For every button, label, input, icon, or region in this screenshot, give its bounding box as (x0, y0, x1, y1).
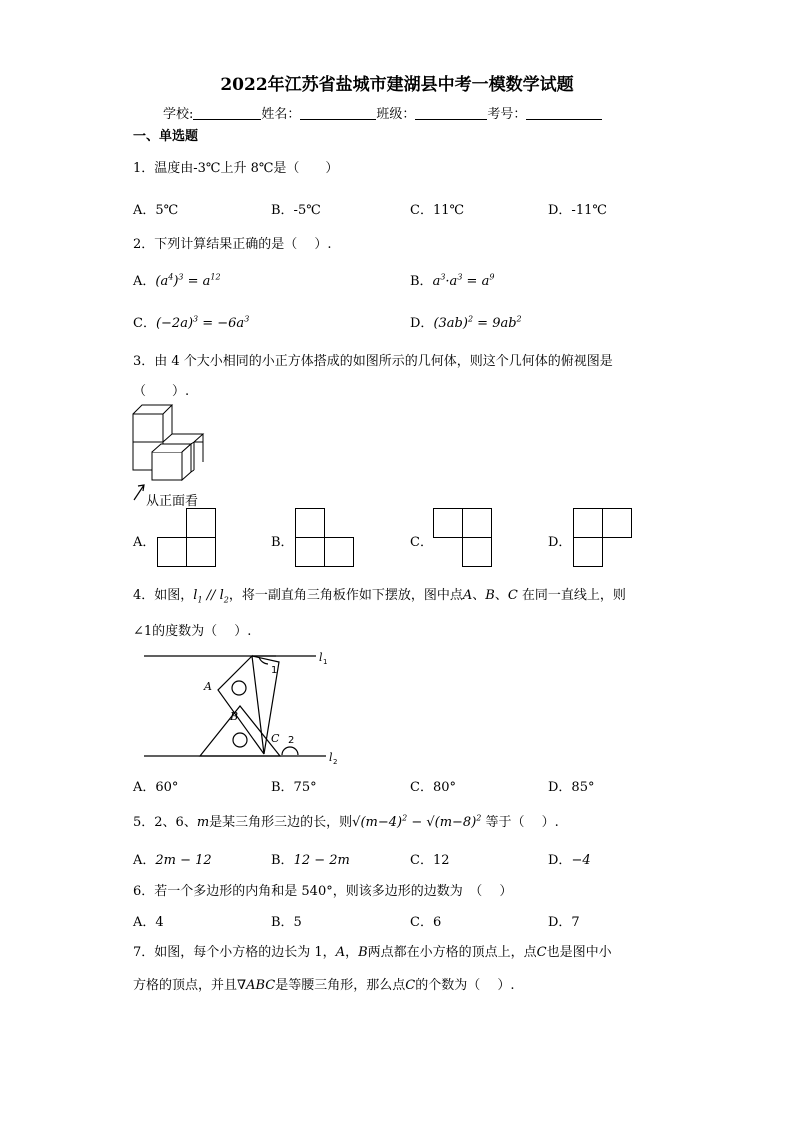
svg-text:B: B (230, 710, 239, 723)
q1-option-b[interactable]: B．-5℃ (271, 203, 321, 218)
exam-no-blank[interactable] (526, 106, 602, 120)
question-7-stem-line1: 7．如图，每个小方格的边长为 1，A，B两点都在小方格的顶点上，点C也是图中小 (133, 945, 612, 960)
question-3-stem-line1: 3．由 4 个大小相同的小正方体搭成的如图所示的几何体，则这个几何体的俯视图是 (133, 354, 613, 369)
question-4-stem-line1: 4．如图，$l_1 // l_2$，将一副直角三角板作如下摆放，图中点A、B、C 在同一直线上，则 (133, 588, 626, 605)
svg-text:1: 1 (323, 658, 328, 666)
page-title: 2022年江苏省盐城市建湖县中考一模数学试题 (220, 75, 574, 95)
school-label: 学校: (163, 107, 194, 122)
svg-text:l: l (329, 751, 333, 764)
q3-option-b-figure[interactable] (294, 507, 356, 569)
q4-option-a[interactable]: A．60° (133, 780, 179, 795)
q4-option-d[interactable]: D．85° (548, 780, 595, 795)
question-2-stem: 2．下列计算结果正确的是（ ）. (133, 237, 332, 252)
q2-option-a[interactable]: A．$(a^4)^3 = a^{12}$ (133, 272, 221, 289)
class-label: 班级： (376, 107, 416, 122)
q6-option-d[interactable]: D．7 (548, 915, 580, 930)
question-4-stem-line2: ∠1的度数为（ ）. (133, 624, 252, 639)
q5-option-d[interactable]: D．−4 (548, 853, 591, 868)
section-heading: 一、单选题 (133, 129, 199, 144)
student-info (163, 103, 602, 122)
svg-text:2: 2 (288, 735, 295, 746)
q3-option-c[interactable]: C． (410, 535, 433, 550)
svg-text:1: 1 (271, 665, 278, 676)
q5-option-a[interactable]: A．2m − 12 (133, 853, 212, 868)
q6-option-c[interactable]: C．6 (410, 915, 442, 930)
q3-option-c-figure[interactable] (432, 507, 494, 569)
svg-text:l: l (319, 651, 323, 664)
q3-option-b[interactable]: B． (271, 535, 294, 550)
question-1-stem: 1．温度由-3℃上升 8℃是（ ） (133, 161, 339, 176)
school-blank[interactable] (193, 106, 261, 120)
q1-option-c[interactable]: C．11℃ (410, 203, 465, 218)
q2-option-d[interactable]: D．$(3ab)^2 = 9ab^2$ (410, 314, 522, 331)
question-6-stem: 6．若一个多边形的内角和是 540°，则该多边形的边数为 （ ） (133, 884, 513, 899)
question-5-stem: 5．2、6、m是某三角形三边的长，则$√(m-4)^2 - √(m-8)^2$ 等于（ ）. (133, 813, 559, 830)
exam-no-label: 考号： (487, 107, 527, 122)
front-view-label: 从正面看 (146, 494, 199, 509)
q3-option-a[interactable]: A． (133, 535, 156, 550)
q6-option-a[interactable]: A．4 (133, 915, 164, 930)
q2-option-b[interactable]: B．$a^3\cdot a^3 = a^9$ (410, 272, 495, 289)
q5-option-b[interactable]: B．12 − 2m (271, 853, 350, 868)
q3-option-d-figure[interactable] (572, 507, 634, 569)
question-7-stem-line2: 方格的顶点，并且∇ABC是等腰三角形，那么点C的个数为（ ）. (133, 978, 515, 993)
question-3-stem-line2: （ ）. (133, 384, 190, 399)
svg-text:C: C (271, 732, 280, 745)
q1-option-d[interactable]: D．-11℃ (548, 203, 607, 218)
svg-text:2: 2 (333, 758, 338, 766)
triangle-figure (140, 644, 350, 766)
q2-option-c[interactable]: C．$(-2a)^3 = -6a^3$ (133, 314, 250, 331)
q4-option-b[interactable]: B．75° (271, 780, 317, 795)
q3-option-d[interactable]: D． (548, 535, 572, 550)
class-blank[interactable] (415, 106, 487, 120)
svg-text:A: A (204, 680, 212, 693)
q3-option-a-figure[interactable] (156, 507, 218, 569)
q5-option-c[interactable]: C．12 (410, 853, 450, 868)
name-blank[interactable] (300, 106, 376, 120)
name-label: 姓名： (261, 107, 301, 122)
q6-option-b[interactable]: B．5 (271, 915, 302, 930)
q1-option-a[interactable]: A．5℃ (133, 203, 179, 218)
q4-option-c[interactable]: C．80° (410, 780, 456, 795)
